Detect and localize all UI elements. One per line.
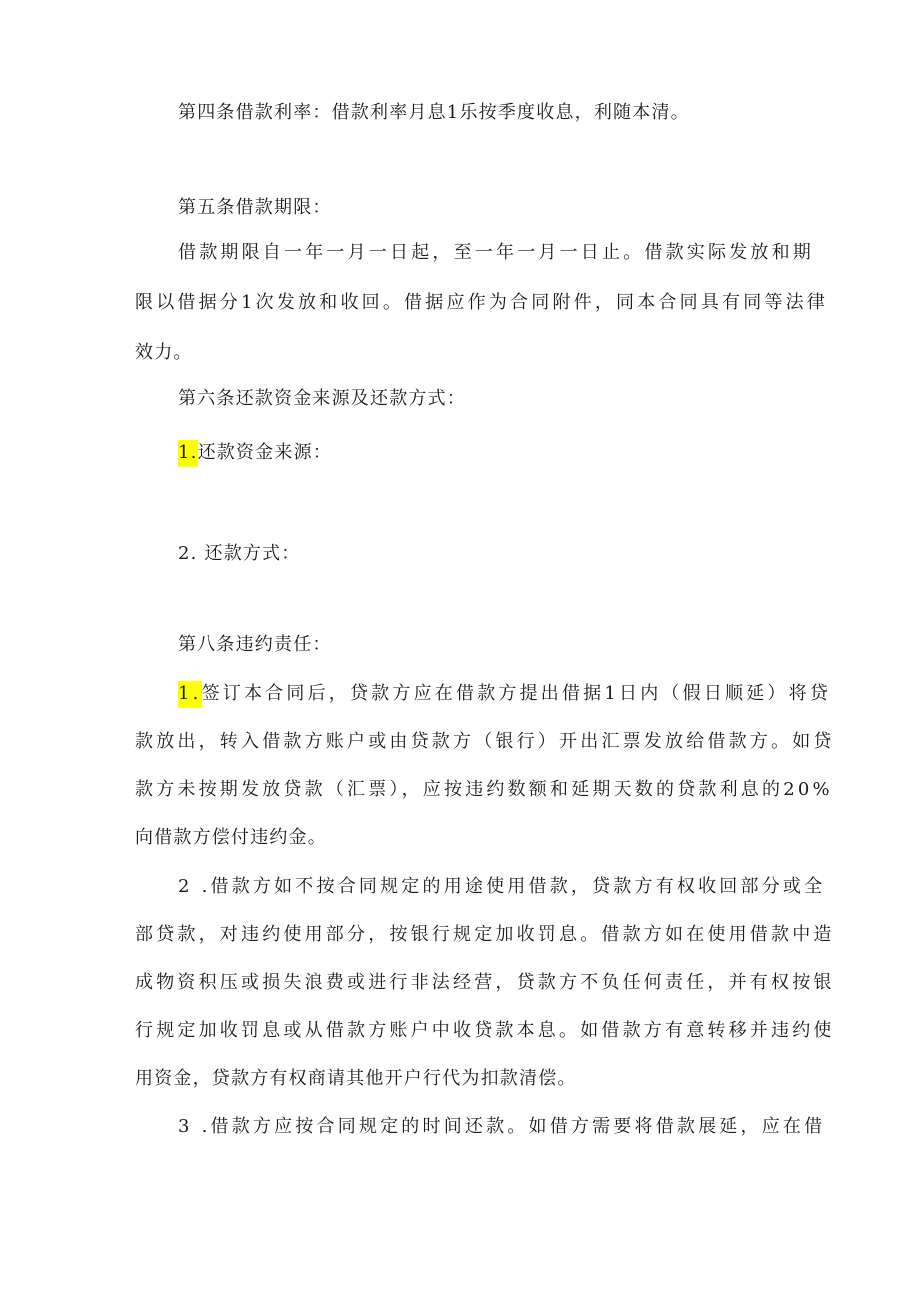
article-5-line-2: 限以借据分1次发放和收回。借据应作为合同附件，同本合同具有同等法律: [135, 292, 829, 313]
highlight-number: 1.: [178, 681, 202, 708]
article-8-item-2-line: 2 .借款方如不按合同规定的用途使用借款，贷款方有权收回部分或全: [178, 876, 826, 897]
article-8-title: 第八条违约责任：: [178, 634, 332, 655]
article-8-item-2-line: 部贷款，对违约使用部分，按银行规定加收罚息。借款方如在使用借款中造: [135, 924, 835, 945]
article-8-item-2-line: 用资金，贷款方有权商请其他开户行代为扣款清偿。: [135, 1068, 577, 1089]
article-6-item-2: 2. 还款方式：: [178, 543, 301, 564]
article-8-item-2-line: 成物资积压或损失浪费或进行非法经营，贷款方不负任何责任，并有权按银: [135, 972, 835, 993]
article-8-item-3-line: 3 .借款方应按合同规定的时间还款。如借方需要将借款展延，应在借: [178, 1116, 826, 1137]
article-8-item-1-first: [178, 682, 831, 706]
article-5-title: 第五条借款期限：: [178, 197, 332, 218]
article-8-item-1-first-text: 签订本合同后，贷款方应在借款方提出借据1日内（假日顺延）将贷: [201, 683, 832, 704]
article-6-title: 第六条还款资金来源及还款方式：: [178, 388, 466, 409]
article-8-item-1-line: 款放出，转入借款方账户或由贷款方（银行）开出汇票发放给借款方。如贷: [135, 731, 835, 752]
article-5-line-1: 借款期限自一年一月一日起，至一年一月一日止。借款实际发放和期: [178, 242, 814, 263]
article-6-item-1-text: 还款资金来源：: [197, 442, 332, 463]
article-8-item-1-line: 款方未按期发放贷款（汇票），应按违约数额和延期天数的贷款利息的20%: [135, 779, 833, 800]
article-8-item-2-line: 行规定加收罚息或从借款方账户中收贷款本息。如借款方有意转移并违约使: [135, 1020, 835, 1041]
article-4-text: 第四条借款利率：借款利率月息1乐按季度收息，利随本清。: [178, 102, 690, 123]
highlight-number: 1.: [178, 440, 198, 467]
article-8-item-1-line: 向借款方偿付违约金。: [135, 827, 327, 848]
article-5-line-3: 效力。: [135, 342, 193, 363]
article-6-item-1: [178, 441, 332, 465]
